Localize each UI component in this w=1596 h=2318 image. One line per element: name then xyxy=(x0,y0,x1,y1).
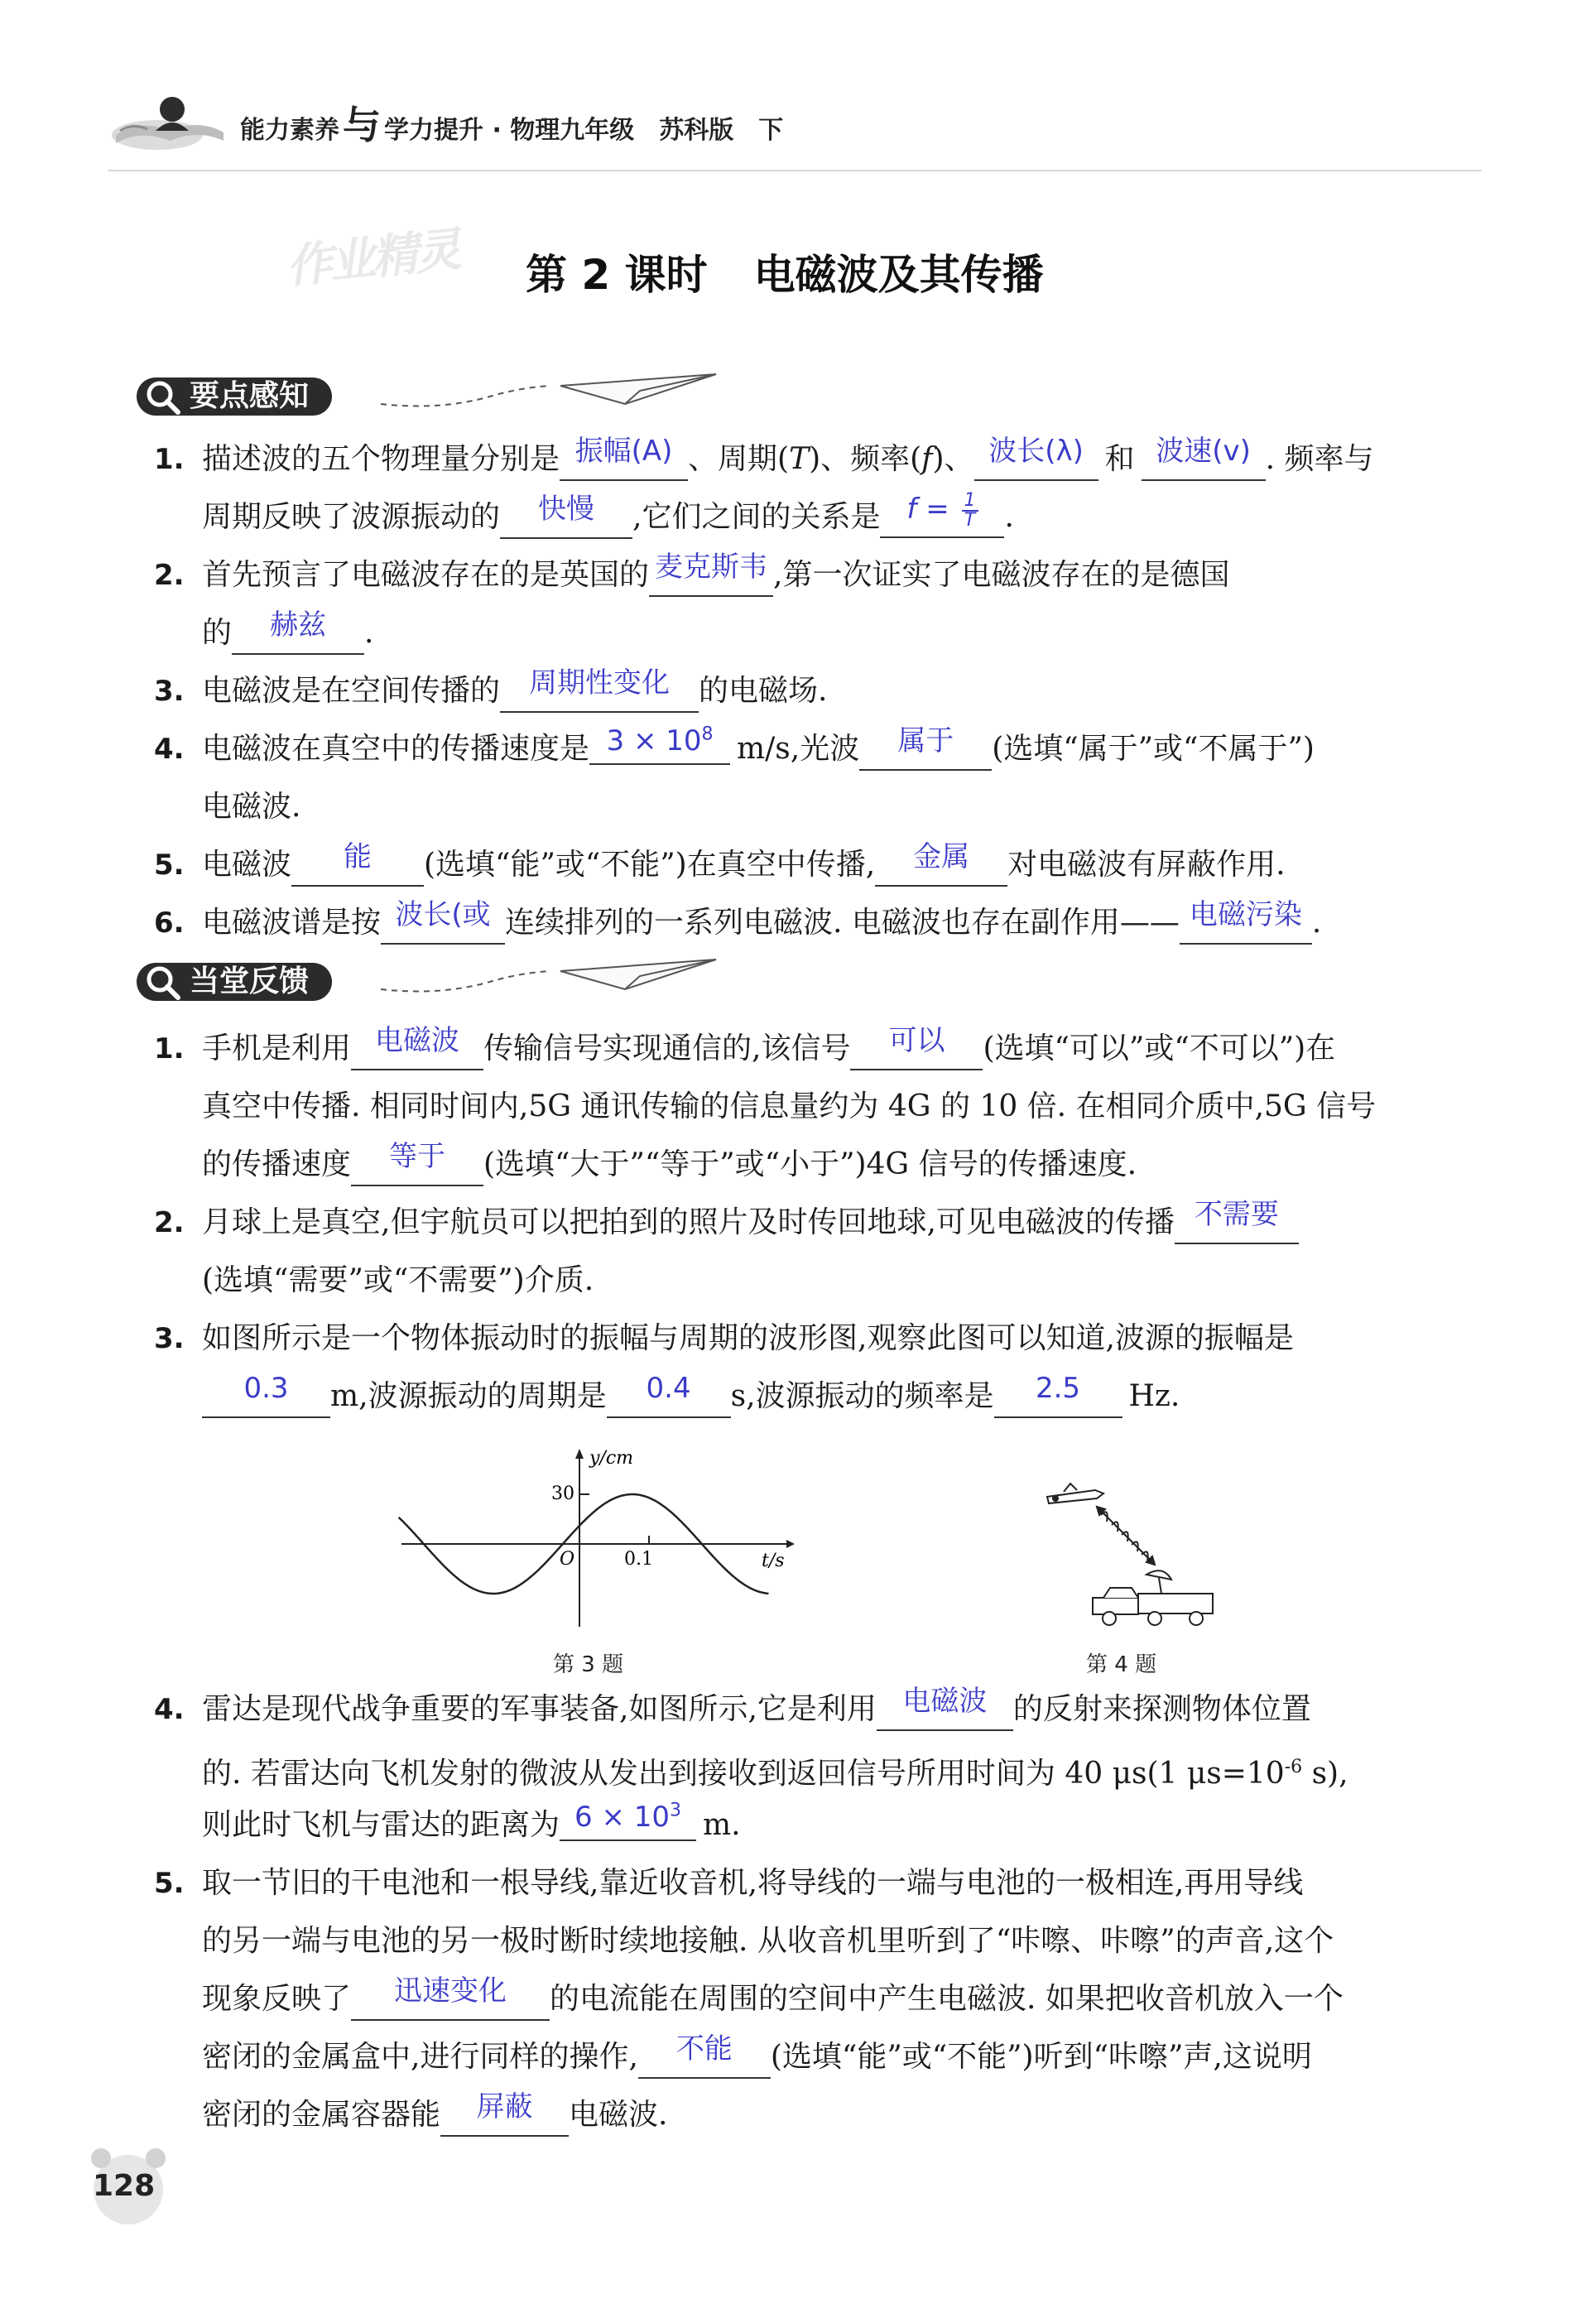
text: 电磁波 xyxy=(202,848,292,882)
text: 电磁波是在空间传播的 xyxy=(202,674,501,708)
answer-blank xyxy=(638,2032,771,2079)
header-divider xyxy=(108,170,1482,171)
text: T xyxy=(789,442,810,476)
answer-blank xyxy=(877,1685,1013,1731)
text: 的电流能在周围的空间中产生电磁波. 如果把收音机放入一个 xyxy=(550,1982,1344,2016)
x-tick-label: 0.1 xyxy=(624,1549,653,1570)
formula-fraction xyxy=(962,489,978,531)
text: 的. 若雷达向飞机发射的微波从发出到接收到返回信号所用时间为 40 μs(1 μs=10 xyxy=(202,1757,1285,1791)
answer: 快慢 xyxy=(538,493,595,526)
answer-exponent: 3 xyxy=(670,1800,682,1821)
answer: 波长(λ) xyxy=(988,435,1084,468)
answer-blank xyxy=(880,489,1004,538)
answer-blank xyxy=(589,724,730,765)
answer: 周期性变化 xyxy=(529,666,671,700)
answer: 不需要 xyxy=(1194,1198,1279,1231)
text: 首先预言了电磁波存在的是英国的 xyxy=(202,558,650,592)
answer: 2.5 xyxy=(1035,1372,1081,1405)
answer-blank xyxy=(859,724,992,771)
answer: 波长(或 xyxy=(395,898,491,931)
text: 雷达是现代战争重要的军事装备,如图所示,它是利用 xyxy=(202,1692,877,1726)
book-title-part1: 能力素养 xyxy=(240,116,339,145)
volume: 下 xyxy=(758,116,784,145)
text: 如图所示是一个物体振动时的振幅与周期的波形图,观察此图可以知道,波源的振幅是 xyxy=(202,1321,1294,1355)
answer: 赫兹 xyxy=(270,608,327,642)
answer-blank xyxy=(560,1800,696,1841)
text: 月球上是真空,但宇航员可以把拍到的照片及时传回地球,可见电磁波的传播 xyxy=(202,1205,1175,1239)
lesson-name: 电磁波及其传播 xyxy=(753,251,1044,299)
wave-chart xyxy=(397,1440,795,1631)
text: Hz. xyxy=(1128,1379,1180,1413)
text: (选填“能”或“不能”)在真空中传播, xyxy=(424,848,876,882)
question-number: 3. xyxy=(154,675,185,708)
watermark: 作业精灵 xyxy=(283,223,461,295)
airplane-icon xyxy=(1047,1484,1103,1503)
y-axis-label: y/cm xyxy=(589,1448,634,1469)
fraction-denominator: T xyxy=(964,509,976,531)
answer-exponent: 8 xyxy=(701,724,714,745)
text: (选填“能”或“不能”)听到“咔嚓”声,这说明 xyxy=(770,2040,1312,2074)
text: 取一节旧的干电池和一根导线,靠近收音机,将导线的一端与电池的一极相连,再用导线 xyxy=(202,1866,1304,1900)
text: ,它们之间的关系是 xyxy=(632,500,881,534)
radar-figure xyxy=(1031,1482,1221,1631)
text: 密闭的金属容器能 xyxy=(202,2098,441,2132)
section-key-points xyxy=(137,371,584,422)
text: 、周期( xyxy=(688,442,790,476)
answer: 电磁污染 xyxy=(1189,898,1302,931)
question-number: 4. xyxy=(154,733,185,766)
text: . 频率与 xyxy=(1265,442,1374,476)
answer: 金属 xyxy=(913,840,970,873)
magnifier-icon xyxy=(142,376,183,417)
answer-blank xyxy=(440,2090,569,2137)
text: 现象反映了 xyxy=(202,1982,352,2016)
answer-blank xyxy=(875,840,1007,887)
text: 连续排列的一系列电磁波. 电磁波也存在副作用—— xyxy=(505,906,1180,940)
x-axis-arrow-icon xyxy=(786,1540,795,1548)
text: 对电磁波有屏蔽作用. xyxy=(1007,848,1286,882)
text: . xyxy=(1311,906,1322,940)
section-title: 要点感知 xyxy=(137,378,332,416)
microwave-signal-icon xyxy=(1097,1507,1155,1565)
answer-blank xyxy=(560,435,688,481)
section-title: 当堂反馈 xyxy=(137,963,332,1001)
radar-truck-icon xyxy=(1093,1570,1213,1625)
answer: 不能 xyxy=(675,2032,733,2066)
answer-blank xyxy=(381,898,505,945)
figure-3-caption: 第 3 题 xyxy=(553,1652,624,1677)
text: 的反射来探测物体位置 xyxy=(1012,1692,1311,1726)
question-number: 6. xyxy=(154,907,185,940)
answer-base: 3 × 10 xyxy=(606,724,702,757)
answer-blank xyxy=(1142,435,1266,481)
text: m,波源振动的周期是 xyxy=(330,1379,607,1413)
text: (选填“大于”“等于”或“小于”)4G 信号的传播速度. xyxy=(483,1147,1137,1181)
text: 真空中传播. 相同时间内,5G 通讯传输的信息量约为 4G 的 10 倍. 在相同介质中,5G 信号 xyxy=(202,1089,1377,1123)
text: )、 xyxy=(932,442,974,476)
text: s), xyxy=(1302,1757,1348,1791)
text: 电磁波谱是按 xyxy=(202,906,382,940)
text: 手机是利用 xyxy=(202,1032,352,1065)
answer: 0.3 xyxy=(243,1372,289,1405)
text: )、频率( xyxy=(809,442,922,476)
y-axis-arrow-icon xyxy=(575,1449,584,1459)
text: s,波源振动的频率是 xyxy=(730,1379,994,1413)
question-number: 5. xyxy=(154,849,185,882)
edition: 苏科版 xyxy=(659,116,734,145)
answer-blank xyxy=(202,1372,330,1418)
answer: 屏蔽 xyxy=(476,2090,533,2123)
answer: 波速(v) xyxy=(1156,435,1251,468)
text: 传输信号实现通信的,该信号 xyxy=(483,1032,851,1065)
question-number: 1. xyxy=(154,443,185,476)
answer: 等于 xyxy=(389,1140,446,1173)
question-number: 2. xyxy=(154,559,185,592)
superscript: -6 xyxy=(1284,1757,1303,1777)
answer-blank xyxy=(649,551,773,597)
text: 的电磁场. xyxy=(699,674,828,708)
question-number: 1. xyxy=(154,1032,185,1065)
question-number: 2. xyxy=(154,1206,185,1239)
answer-blank xyxy=(850,1024,983,1070)
answer-blank xyxy=(500,493,632,539)
answer xyxy=(607,724,714,757)
answer-blank xyxy=(607,1372,731,1418)
answer: 能 xyxy=(344,840,373,873)
text: 和 xyxy=(1104,442,1135,476)
question-number: 4. xyxy=(154,1693,185,1726)
text: 周期反映了波源振动的 xyxy=(202,500,501,534)
formula-lhs: f = xyxy=(906,493,959,526)
answer-blank xyxy=(994,1372,1122,1418)
paper-plane-icon xyxy=(377,956,724,1008)
text: (选填“需要”或“不需要”)介质. xyxy=(202,1263,594,1297)
answer: 振幅(A) xyxy=(574,435,673,468)
text: 电磁波. xyxy=(202,790,301,824)
lesson-title xyxy=(526,242,1044,301)
answer-blank xyxy=(1175,1198,1299,1244)
question-number: 5. xyxy=(154,1867,185,1900)
text: f xyxy=(921,442,933,476)
answer-blank xyxy=(500,666,699,713)
answer: 0.4 xyxy=(646,1372,691,1405)
text: 的 xyxy=(202,616,233,650)
answer-blank xyxy=(291,840,424,887)
lesson-number: 第 2 课时 xyxy=(526,251,708,299)
answer-blank xyxy=(351,1024,483,1070)
fraction-numerator: 1 xyxy=(962,492,978,512)
text: 密闭的金属盒中,进行同样的操作, xyxy=(202,2040,638,2074)
text: (选填“可以”或“不可以”)在 xyxy=(983,1032,1336,1065)
text: (选填“属于”或“不属于”) xyxy=(992,732,1315,766)
answer-blank xyxy=(232,608,364,655)
book-title-part2: 学力提升 · 物理九年级 xyxy=(384,116,635,145)
text: 电磁波. xyxy=(569,2098,668,2132)
text: 的另一端与电池的另一极时断时续地接触. 从收音机里听到了“咔嚓、咔嚓”的声音,这个 xyxy=(202,1924,1334,1958)
text: . xyxy=(364,616,374,650)
answer-blank xyxy=(1180,898,1312,945)
text: 描述波的五个物理量分别是 xyxy=(202,442,560,476)
answer-blank xyxy=(974,435,1098,481)
section-feedback xyxy=(137,956,584,1008)
magnifier-icon xyxy=(142,961,183,1003)
paper-plane-icon xyxy=(377,371,724,422)
text: . xyxy=(1004,500,1014,534)
answer xyxy=(574,1801,681,1834)
text: 的传播速度 xyxy=(202,1147,352,1181)
origin-label: O xyxy=(560,1549,575,1570)
y-tick-label: 30 xyxy=(551,1484,574,1504)
x-axis-label: t/s xyxy=(762,1551,785,1571)
text: 则此时飞机与雷达的距离为 xyxy=(202,1808,560,1842)
answer-blank xyxy=(351,1974,550,2021)
text: m/s,光波 xyxy=(737,732,860,766)
text: 电磁波在真空中的传播速度是 xyxy=(202,732,590,766)
text: m. xyxy=(703,1808,741,1842)
answer: 电磁波 xyxy=(375,1024,460,1057)
answer: 电磁波 xyxy=(902,1685,988,1718)
figure-4-caption: 第 4 题 xyxy=(1086,1652,1157,1677)
answer: 可以 xyxy=(888,1024,945,1057)
answer-formula xyxy=(906,489,978,531)
answer: 麦克斯韦 xyxy=(655,551,768,584)
answer: 迅速变化 xyxy=(394,1974,507,2008)
answer: 属于 xyxy=(897,724,954,757)
text: ,第一次证实了电磁波存在的是德国 xyxy=(773,558,1230,592)
question-number: 3. xyxy=(154,1322,185,1355)
page-header xyxy=(108,89,783,156)
answer-base: 6 × 10 xyxy=(574,1801,671,1834)
book-title-connector: 与 xyxy=(343,103,381,147)
answer-blank xyxy=(351,1140,483,1186)
page-number: 128 xyxy=(93,2169,156,2203)
book-logo-icon xyxy=(108,89,232,156)
